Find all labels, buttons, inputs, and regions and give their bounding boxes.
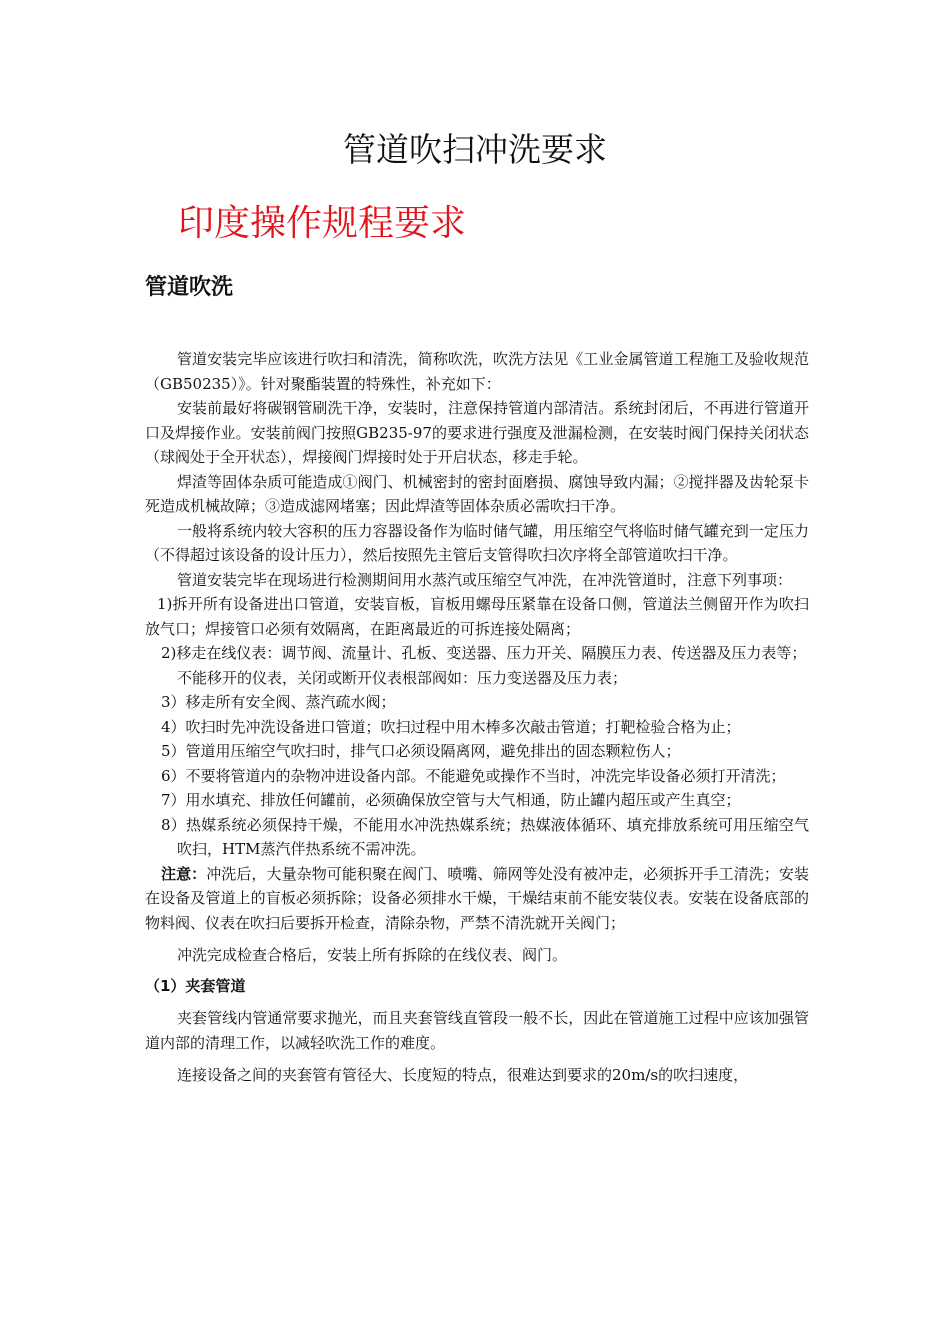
paragraph: 安装前最好将碳钢管刷洗干净，安装时，注意保持管道内部清洁。系统封闭后，不再进行管道开口及焊接作业。安装前阀门按照GB235-97的要求进行强度及泄漏检测，在安装时阀门保持关闭状态（球阀处于全开状态），焊接阀门焊接时处于开启状态，移走手轮。 — [145, 399, 809, 466]
note-label: 注意： — [161, 864, 207, 883]
document-body — [145, 347, 809, 1088]
list-item: 6）不要将管道内的杂物冲进设备内部。不能避免或操作不当时，冲洗完毕设备必须打开清洗； — [161, 766, 786, 785]
paragraph: 管道安装完毕在现场进行检测期间用水蒸汽或压缩空气冲洗，在冲洗管道时，注意下列事项： — [177, 570, 793, 589]
document-title: 管道吹扫冲洗要求 — [343, 130, 607, 169]
list-item: 3）移走所有安全阀、蒸汽疏水阀； — [161, 693, 396, 711]
list-item: 5）管道用压缩空气吹扫时，排气口必须设隔离网，避免排出的固态颗粒伤人； — [161, 742, 681, 760]
list-item: 7）用水填充、排放任何罐前，必须确保放空管与大气相通，防止罐内超压或产生真空； — [161, 791, 741, 809]
list-item: 8）热媒系统必须保持干燥，不能用水冲洗热媒系统；热媒液体循环、填充排放系统可用压缩空气吹扫，HTM蒸汽伴热系统不需冲洗。 — [161, 815, 809, 858]
paragraph: 夹套管线内管通常要求抛光，而且夹套管线直管段一般不长，因此在管道施工过程中应该加强管道内部的清理工作，以减轻吹洗工作的难度。 — [145, 1009, 809, 1052]
sub-heading: （1）夹套管道 — [145, 976, 246, 995]
note-text: 冲洗后，大量杂物可能积聚在阀门、喷嘴、筛网等处没有被冲走，必须拆开手工清洗；安装在设备及管道上的盲板必须拆除；设备必须排水干燥，干燥结束前不能安装仪表。安装在设备底部的物料阀、仪表在吹扫后要拆开检查，清除杂物，严禁不清洗就开关阀门； — [145, 864, 809, 932]
note-paragraph — [145, 862, 809, 936]
paragraph: 一般将系统内较大容积的压力容器设备作为临时储气罐，用压缩空气将临时储气罐充到一定压力（不得超过该设备的设计压力），然后按照先主管后支管得吹扫次序将全部管道吹扫干净。 — [145, 521, 809, 564]
list-item: 4）吹扫时先冲洗设备进口管道；吹扫过程中用木棒多次敲击管道；打靶检验合格为止； — [161, 717, 741, 736]
list-item-note: 不能移开的仪表，关闭或断开仪表根部阀如：压力变送器及压力表； — [177, 668, 628, 687]
paragraph: 连接设备之间的夹套管有管径大、长度短的特点，很难达到要求的20m/s的吹扫速度， — [177, 1066, 749, 1084]
section-heading: 管道吹洗 — [145, 275, 234, 300]
paragraph: 冲洗完成检查合格后，安装上所有拆除的在线仪表、阀门。 — [177, 946, 568, 964]
document-subtitle: 印度操作规程要求 — [178, 203, 467, 244]
paragraph: 管道安装完毕应该进行吹扫和清洗，简称吹洗，吹洗方法见《工业金属管道工程施工及验收规范（GB50235）》。针对聚酯装置的特殊性，补充如下： — [145, 350, 809, 393]
paragraph: 焊渣等固体杂质可能造成①阀门、机械密封的密封面磨损、腐蚀导致内漏；②搅拌器及齿轮泵卡死造成机械故障；③造成滤网堵塞；因此焊渣等固体杂质必需吹扫干净。 — [145, 472, 809, 515]
list-item: 2)移走在线仪表：调节阀、流量计、孔板、变送器、压力开关、隔膜压力表、传送器及压力表等； — [161, 644, 807, 662]
list-item: 1)拆开所有设备进出口管道，安装盲板，盲板用螺母压紧靠在设备口侧，管道法兰侧留开作为吹扫放气口；焊接管口必须有效隔离，在距离最近的可拆连接处隔离； — [145, 595, 809, 638]
